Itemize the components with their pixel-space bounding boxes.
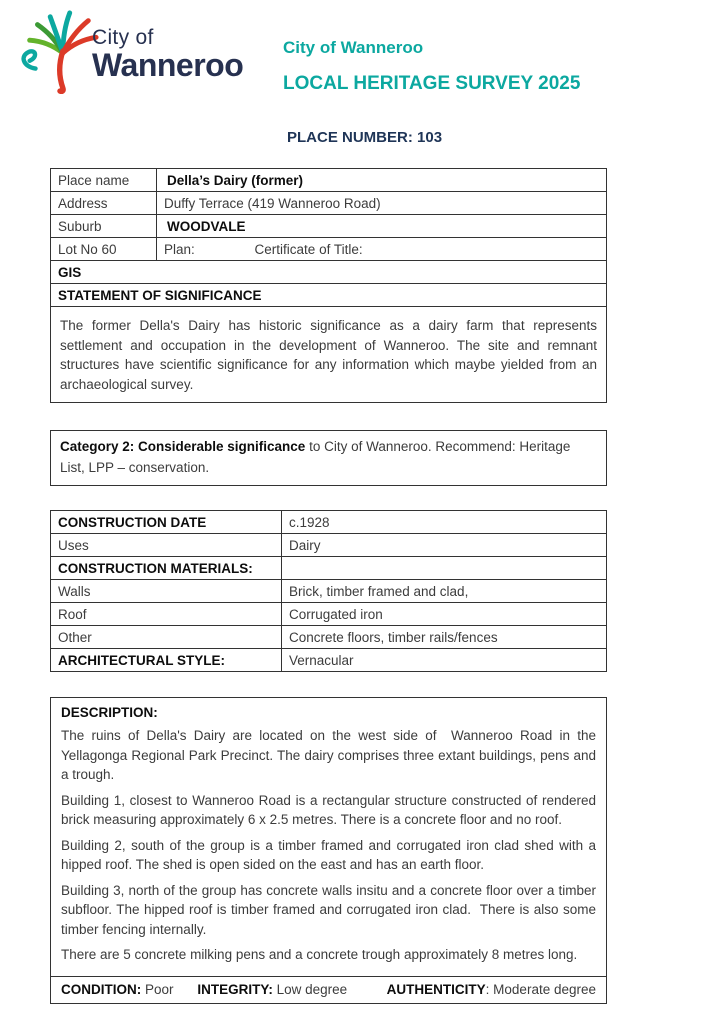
uses-value: Dairy bbox=[282, 534, 607, 557]
roof-value: Corrugated iron bbox=[282, 603, 607, 626]
description-paragraph: Building 1, closest to Wanneroo Road is a rectangular structure constructed of rendered brick measuring approximately 6 x 2.5 metres. There is a concrete floor and no roof. bbox=[61, 792, 600, 827]
construction-materials-label: CONSTRUCTION MATERIALS: bbox=[51, 557, 282, 580]
page-content bbox=[50, 168, 607, 1004]
condition-value: Poor bbox=[145, 981, 174, 997]
description-paragraph: Building 2, south of the group is a timber framed and corrugated iron clad shed with a hipped roof. The shed is open sided on the east and has an earth floor. bbox=[61, 837, 600, 872]
description-heading: DESCRIPTION: bbox=[61, 705, 158, 720]
certificate-of-title-label: Certificate of Title: bbox=[254, 241, 363, 257]
table-row bbox=[51, 626, 607, 649]
logo-wanneroo-text: Wanneroo bbox=[92, 47, 244, 83]
logo-city-of-text: City of bbox=[92, 26, 154, 49]
authenticity-group bbox=[387, 982, 596, 997]
table-row bbox=[51, 557, 607, 580]
logo-wordmark bbox=[92, 26, 243, 84]
category-box bbox=[50, 430, 607, 486]
suburb-value: WOODVALE bbox=[157, 215, 607, 238]
place-name-value: Della’s Dairy (former) bbox=[157, 169, 607, 192]
place-details-table bbox=[50, 168, 607, 403]
place-name-label: Place name bbox=[51, 169, 157, 192]
survey-title: LOCAL HERITAGE SURVEY 2025 bbox=[283, 73, 581, 94]
condition-label: CONDITION: bbox=[61, 981, 142, 997]
table-row bbox=[51, 238, 607, 261]
plan-label: Plan: bbox=[164, 241, 195, 257]
description-body bbox=[51, 698, 606, 976]
architectural-style-value: Vernacular bbox=[282, 649, 607, 672]
other-label: Other bbox=[51, 626, 282, 649]
roof-label: Roof bbox=[51, 603, 282, 626]
description-paragraph: The ruins of Della's Dairy are located on the west side of Wanneroo Road in the Yellagonga Regional Park Precinct. The dairy comprises three extant buildings, pens and a trough. bbox=[61, 728, 600, 782]
architectural-style-label: ARCHITECTURAL STYLE: bbox=[51, 649, 282, 672]
table-row bbox=[51, 307, 607, 403]
table-row bbox=[51, 261, 607, 284]
table-row bbox=[51, 192, 607, 215]
place-number bbox=[287, 129, 442, 146]
org-title: City of Wanneroo bbox=[283, 38, 424, 57]
authenticity-value: : Moderate degree bbox=[485, 981, 596, 997]
authenticity-label: AUTHENTICITY bbox=[386, 981, 486, 997]
header-titles bbox=[283, 38, 580, 95]
lot-no-label: Lot No 60 bbox=[51, 238, 157, 261]
other-value: Concrete floors, timber rails/fences bbox=[282, 626, 607, 649]
integrity-value: Low degree bbox=[276, 981, 348, 997]
condition-group bbox=[61, 982, 197, 997]
construction-table bbox=[50, 510, 607, 672]
gis-label: GIS bbox=[51, 261, 607, 284]
table-row bbox=[51, 603, 607, 626]
address-value: Duffy Terrace (419 Wanneroo Road) bbox=[157, 192, 607, 215]
place-number-label: PLACE NUMBER: bbox=[287, 129, 413, 146]
walls-value: Brick, timber framed and clad, bbox=[282, 580, 607, 603]
description-paragraph: There are 5 concrete milking pens and a concrete trough approximately 8 metres long. bbox=[61, 947, 578, 962]
table-row bbox=[51, 511, 607, 534]
statement-of-significance-text: The former Della's Dairy has historic significance as a dairy farm that represents settlement and occupation in the development of Wanneroo. The site and remnant structures have scientific significance for any information which maybe yielded from an archaeological survey. bbox=[60, 318, 601, 392]
integrity-group bbox=[197, 982, 386, 997]
city-of-wanneroo-logo bbox=[8, 6, 243, 94]
construction-date-value: c.1928 bbox=[282, 511, 607, 534]
construction-date-label: CONSTRUCTION DATE bbox=[51, 511, 282, 534]
statement-of-significance-heading: STATEMENT OF SIGNIFICANCE bbox=[51, 284, 607, 307]
description-box bbox=[50, 697, 607, 1004]
integrity-label: INTEGRITY: bbox=[197, 981, 273, 997]
place-number-value: 103 bbox=[417, 129, 443, 146]
condition-row bbox=[51, 976, 606, 1003]
category-heading: Category 2: Considerable significance bbox=[60, 439, 306, 454]
statement-of-significance-cell bbox=[51, 307, 607, 403]
table-row bbox=[51, 169, 607, 192]
table-row bbox=[51, 284, 607, 307]
page-header bbox=[0, 0, 705, 168]
table-row bbox=[51, 215, 607, 238]
address-label: Address bbox=[51, 192, 157, 215]
suburb-label: Suburb bbox=[51, 215, 157, 238]
walls-label: Walls bbox=[51, 580, 282, 603]
description-paragraph: Building 3, north of the group has concrete walls insitu and a concrete floor over a timber subfloor. The hipped roof is timber framed and corrugated iron clad. There is also some timber fencing internally. bbox=[61, 882, 600, 937]
plan-certificate-cell bbox=[157, 238, 607, 261]
uses-label: Uses bbox=[51, 534, 282, 557]
table-row bbox=[51, 534, 607, 557]
construction-materials-value bbox=[282, 557, 607, 580]
category-text: to City of Wanneroo. Recommend: Heritage List, LPP – conservation. bbox=[60, 439, 571, 475]
table-row bbox=[51, 649, 607, 672]
table-row bbox=[51, 580, 607, 603]
